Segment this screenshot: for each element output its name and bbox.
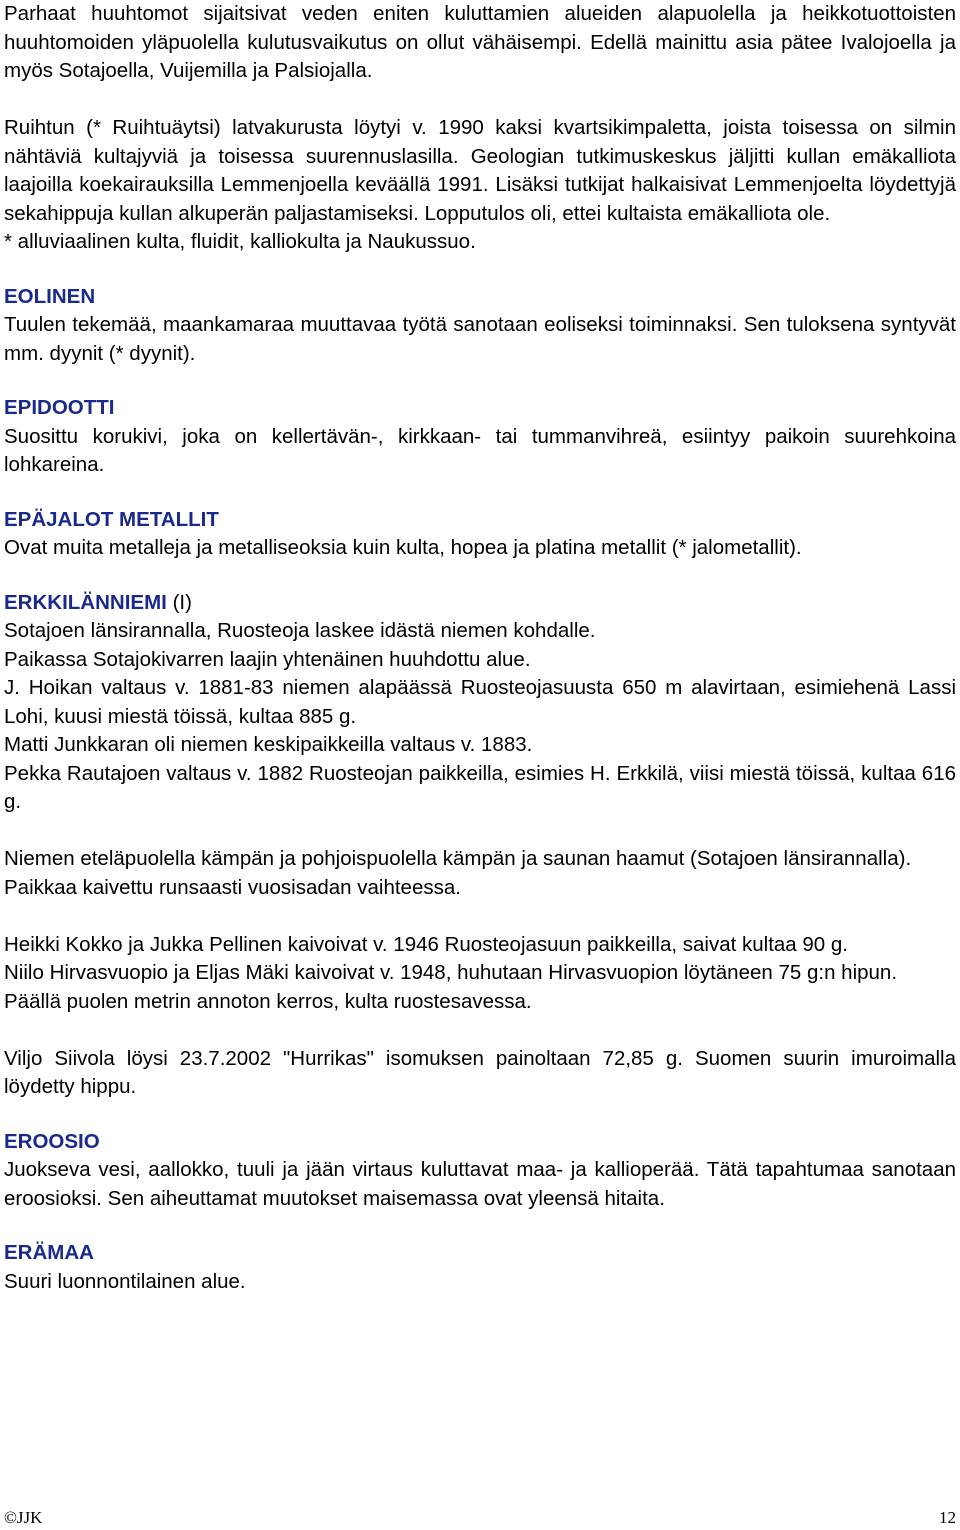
erkkilanniemi-line: J. Hoikan valtaus v. 1881-83 niemen alapäässä Ruosteojasuusta 650 m alavirtaan, esimiehenä Lassi Lohi, kuusi miestä töissä, kultaa 885 g.: [4, 676, 956, 728]
erkkilanniemi-line: Heikki Kokko ja Jukka Pellinen kaivoivat v. 1946 Ruosteojasuun paikkeilla, saivat kultaa 90 g.: [4, 932, 849, 956]
entry-text-eroosio: Juokseva vesi, aallokko, tuuli ja jään virtaus kuluttavat maa- ja kallioperää. Tätä tapahtumaa sanotaan eroosioksi. Sen aiheuttamat muutokset maisemassa ovat yleensä hitaita.: [4, 1158, 956, 1210]
erkkilanniemi-line: Niilo Hirvasvuopio ja Eljas Mäki kaivoivat v. 1948, huhutaan Hirvasvuopion löytäneen 75 g:n hipun.: [4, 961, 898, 984]
entry-title-suffix: (I): [172, 590, 192, 614]
footer-author: ©JJK: [4, 1508, 43, 1527]
erkkilanniemi-line: Paikkaa kaivettu runsaasti vuosisadan vaihteessa.: [4, 875, 461, 899]
page-number: 12: [939, 1508, 956, 1527]
paragraph-intro-1: Parhaat huuhtomot sijaitsivat veden eniten kuluttamien alueiden alapuolella ja heikkotuottoisten huuhtomoiden yläpuolella kulutusvaikutus on ollut vähäisempi. Edellä mainittu asia pätee Ivalojoella ja myös Sotajoella, Vuijemilla ja Palsiojalla.: [4, 2, 956, 82]
entry-title-epajalot-metallit: EPÄJALOT METALLIT: [4, 507, 219, 531]
entry-title-epidootti: EPIDOOTTI: [4, 396, 115, 419]
entry-text-epidootti: Suosittu korukivi, joka on kellertävän-, kirkkaan- tai tummanvihreä, esiintyy paikoin suurehkoina lohkareina.: [4, 424, 956, 476]
erkkilanniemi-line: Pekka Rautajoen valtaus v. 1882 Ruosteojan paikkeilla, esimies H. Erkkilä, viisi miestä töissä, kultaa 616 g.: [4, 761, 956, 813]
paragraph-intro-3: * alluviaalinen kulta, fluidit, kalliokulta ja Naukussuo.: [4, 230, 476, 253]
erkkilanniemi-line: Sotajoen länsirannalla, Ruosteoja laskee idästä niemen kohdalle.: [4, 619, 596, 642]
erkkilanniemi-line: Paikassa Sotajokivarren laajin yhtenäinen huuhdottu alue.: [4, 647, 531, 671]
erkkilanniemi-line: Matti Junkkaran oli niemen keskipaikkeilla valtaus v. 1883.: [4, 733, 533, 756]
entry-title-eroosio: EROOSIO: [4, 1129, 100, 1153]
erkkilanniemi-line: Niemen eteläpuolella kämpän ja pohjoispuolella kämpän ja saunan haamut (Sotajoen länsirannalla).: [4, 847, 912, 870]
entry-text-eolinen: Tuulen tekemää, maankamaraa muuttavaa työtä sanotaan eoliseksi toiminnaksi. Sen tuloksena syntyvät mm. dyynit (* dyynit).: [4, 313, 956, 365]
entry-title-eramaa: ERÄMAA: [4, 1241, 94, 1264]
entry-title-erkkilanniemi: ERKKILÄNNIEMI: [4, 590, 167, 614]
entry-heading-erkkilanniemi: [4, 589, 956, 618]
document-body: [4, 0, 956, 1296]
entry-text-epajalot-metallit: Ovat muita metalleja ja metalliseoksia kuin kulta, hopea ja platina metallit (* jalometallit).: [4, 536, 802, 559]
erkkilanniemi-line: Päällä puolen metrin annoton kerros, kulta ruostesavessa.: [4, 989, 532, 1013]
entry-title-eolinen: EOLINEN: [4, 284, 96, 308]
entry-text-eramaa: Suuri luonnontilainen alue.: [4, 1269, 246, 1293]
paragraph-intro-2: Ruihtun (* Ruihtuäytsi) latvakurusta löytyi v. 1990 kaksi kvartsikimpaletta, joista toisessa on silmin nähtäviä kultajyviä ja toisessa suurennuslasilla. Geologian tutkimuskeskus jäljitti kullan emäkalliota laajoilla koekairauksilla Lemmenjoella keväällä 1991. Lisäksi tutkijat halkaisivat Lemmenjoelta löydettyjä sekahippuja kullan alkuperän paljastamiseksi. Lopputulos oli, ettei kultaista emäkalliota ole.: [4, 116, 956, 225]
erkkilanniemi-line: Viljo Siivola löysi 23.7.2002 "Hurrikas" isomuksen painoltaan 72,85 g. Suomen suurin imuroimalla löydetty hippu.: [4, 1046, 956, 1098]
